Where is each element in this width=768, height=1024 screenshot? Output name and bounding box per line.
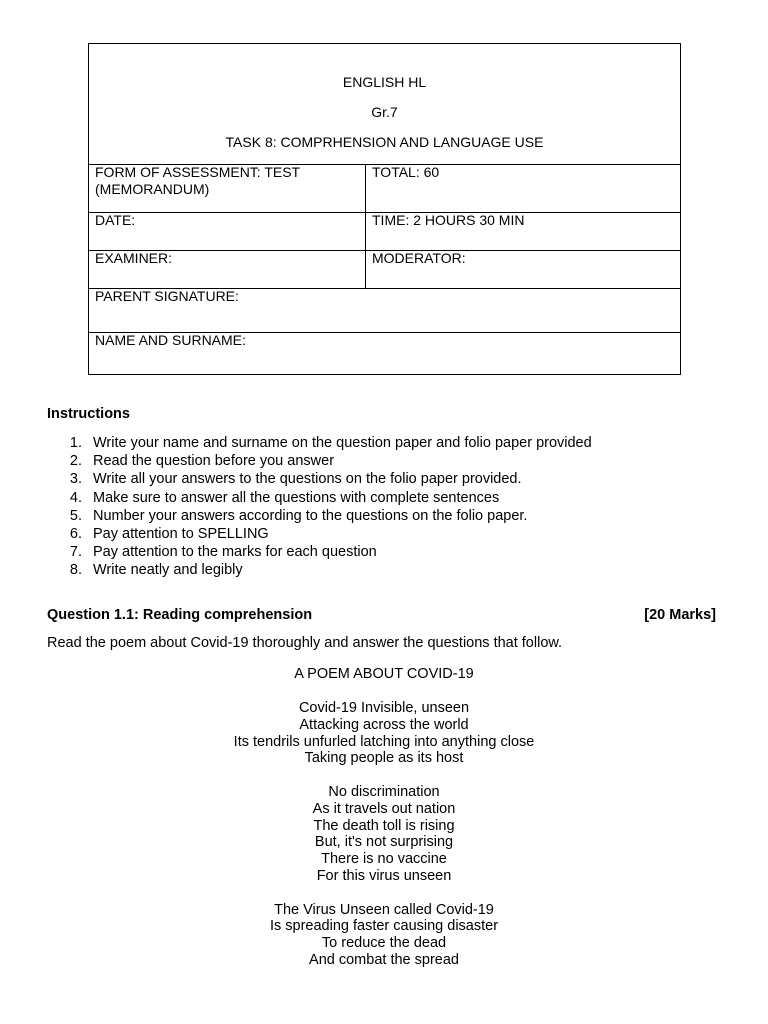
instructions-list (47, 434, 592, 580)
instruction-text: Read the question before you answer (93, 453, 335, 470)
table-column-divider (365, 164, 366, 288)
instruction-number: 2. (69, 453, 82, 470)
instruction-number: 3. (69, 471, 82, 488)
instruction-item (47, 525, 592, 543)
poem-line: Covid-19 Invisible, unseen (298, 700, 470, 716)
poem-line: The Virus Unseen called Covid-19 (274, 901, 494, 918)
poem-line: Attacking across the world (299, 716, 469, 733)
assessment-header-box (88, 43, 681, 375)
instruction-item (47, 543, 592, 561)
poem-line: The death toll is rising (313, 817, 455, 834)
date-label: DATE: (95, 212, 136, 228)
poem-stanza (0, 700, 768, 767)
instruction-text: Pay attention to SPELLING (93, 525, 269, 542)
poem-line: Taking people as its host (304, 750, 464, 767)
instruction-number: 8. (69, 562, 82, 579)
poem-line: Is spreading faster causing disaster (269, 918, 499, 935)
instruction-number: 6. (69, 525, 82, 542)
examiner-label: EXAMINER: (95, 250, 173, 266)
instruction-text: Write your name and surname on the question paper and folio paper provided (93, 435, 592, 451)
parent-signature-label: PARENT SIGNATURE: (95, 288, 239, 304)
poem-line: To reduce the dead (321, 935, 447, 952)
instructions-heading: Instructions (47, 406, 130, 422)
poem-line: And combat the spread (309, 951, 459, 968)
instruction-number: 4. (69, 489, 82, 506)
instruction-text: Pay attention to the marks for each question (93, 544, 377, 561)
poem-line: But, it's not surprising (314, 834, 454, 851)
poem-stanza (0, 902, 768, 969)
instruction-text: Number your answers according to the questions on the folio paper. (93, 507, 528, 524)
instruction-item (47, 434, 592, 452)
name-surname-label: NAME AND SURNAME: (95, 332, 246, 348)
question-marks: [20 Marks] (644, 607, 716, 623)
instruction-item (47, 452, 592, 470)
instruction-text: Make sure to answer all the questions with complete sentences (93, 489, 500, 506)
poem-title: A POEM ABOUT COVID-19 (294, 666, 474, 682)
instruction-item (47, 489, 592, 507)
memorandum-label: (MEMORANDUM) (95, 181, 210, 197)
total-label: TOTAL: 60 (372, 164, 440, 180)
form-of-assessment-label: FORM OF ASSESSMENT: TEST (95, 164, 301, 180)
instruction-item (47, 561, 592, 579)
subject-title: ENGLISH HL (342, 74, 427, 90)
instruction-item (47, 470, 592, 488)
instruction-text: Write neatly and legibly (93, 562, 243, 579)
poem-stanza (0, 784, 768, 885)
poem-line: Its tendrils unfurled latching into anything close (233, 733, 535, 750)
question-intro: Read the poem about Covid-19 thoroughly and answer the questions that follow. (47, 635, 563, 651)
poem-line: No discrimination (328, 783, 440, 800)
question-title: Question 1.1: Reading comprehension (47, 607, 313, 623)
form-of-assessment-cell (95, 164, 300, 198)
poem-body (0, 700, 768, 986)
instruction-number: 7. (69, 544, 82, 561)
instruction-text: Write all your answers to the questions on the folio paper provided. (93, 471, 522, 488)
instruction-number: 5. (69, 507, 82, 524)
time-label: TIME: 2 HOURS 30 MIN (372, 212, 525, 228)
instruction-item (47, 507, 592, 525)
instruction-number: 1. (69, 435, 82, 451)
moderator-label: MODERATOR: (372, 250, 466, 266)
poem-line: As it travels out nation (312, 800, 456, 817)
grade-label: Gr.7 (371, 104, 398, 120)
poem-line: There is no vaccine (321, 851, 447, 868)
task-title: TASK 8: COMPRHENSION AND LANGUAGE USE (225, 134, 544, 150)
poem-line: For this virus unseen (316, 867, 452, 884)
